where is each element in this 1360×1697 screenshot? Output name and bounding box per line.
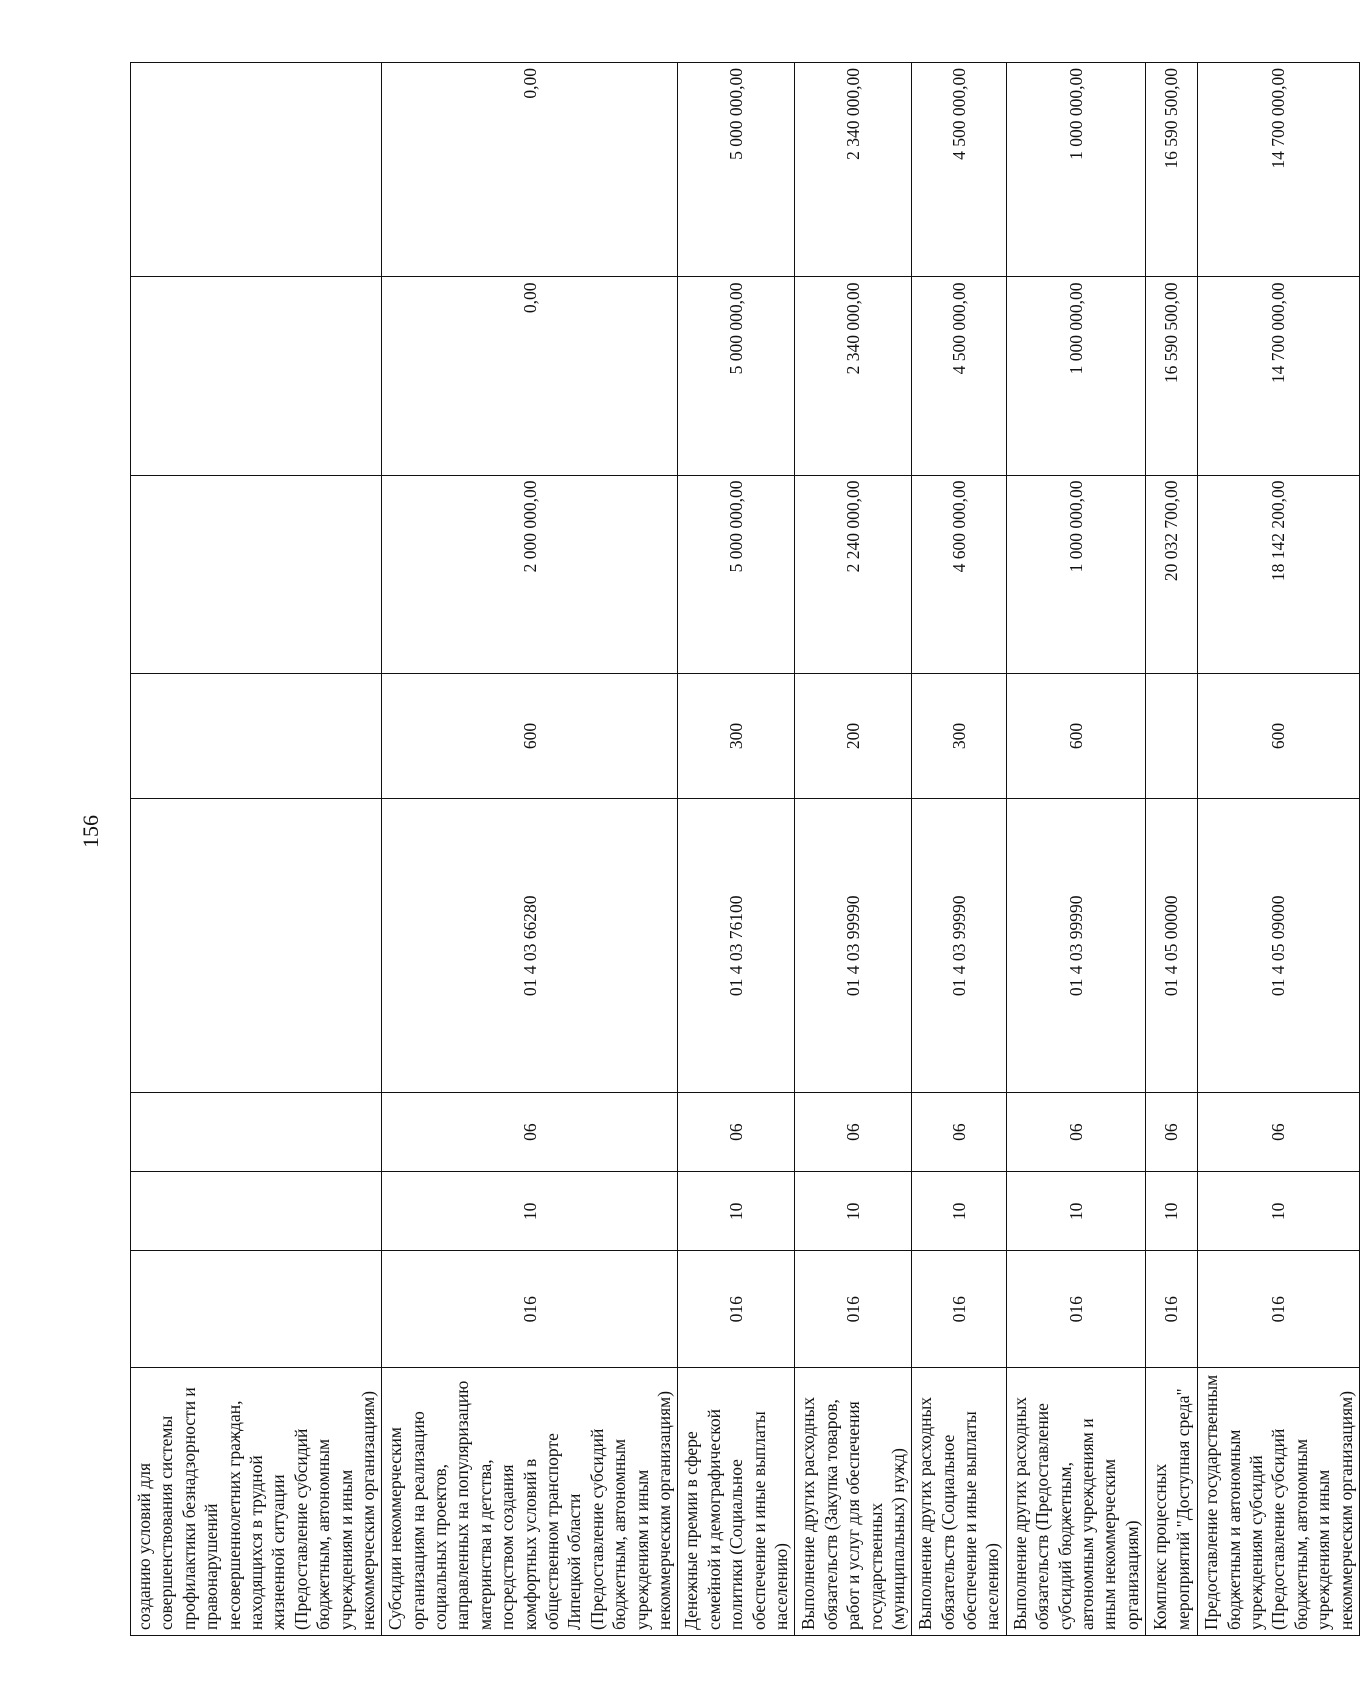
expense-type-cell: 300 (678, 673, 795, 799)
table-body (131, 63, 1360, 1636)
amount-cell: 2 000 000,00 (382, 475, 678, 673)
expense-type-cell: 300 (912, 673, 1007, 799)
target-article-cell (131, 799, 382, 1093)
grbs-code-cell: 016 (382, 1251, 678, 1368)
grbs-code-cell: 016 (912, 1251, 1007, 1368)
target-article-cell: 01 4 03 99990 (912, 799, 1007, 1093)
amount-cell: 14 700 000,00 (1198, 63, 1360, 277)
section-code-cell: 10 (1198, 1172, 1360, 1251)
target-article-cell: 01 4 05 09000 (1198, 799, 1360, 1093)
budget-table (130, 62, 1360, 1636)
target-article-cell: 01 4 05 00000 (1146, 799, 1198, 1093)
amount-cell: 18 142 200,00 (1198, 475, 1360, 673)
expense-name-cell: Выполнение других расходных обязательств (Социальное обеспечение и иные выплаты населению) (912, 1368, 1007, 1636)
amount-cell: 1 000 000,00 (1006, 277, 1145, 475)
amount-cell: 14 700 000,00 (1198, 277, 1360, 475)
subsection-code-cell: 06 (1198, 1093, 1360, 1172)
table-row (382, 63, 678, 1636)
table-row (131, 63, 382, 1636)
section-code-cell (131, 1172, 382, 1251)
amount-cell: 2 340 000,00 (795, 63, 912, 277)
expense-name-cell: Денежные премии в сфере семейной и демографической политики (Социальное обеспечение и иные выплаты населению) (678, 1368, 795, 1636)
expense-name-cell: созданию условий для совершенствования системы профилактики безнадзорности и правонарушений несовершеннолетних граждан, находящихся в трудной жизненной ситуации (Предоставление субсидий бюджетным, автономным учреждениям и иным некоммерческим организациям) (131, 1368, 382, 1636)
amount-cell: 4 600 000,00 (912, 475, 1007, 673)
subsection-code-cell: 06 (1146, 1093, 1198, 1172)
section-code-cell: 10 (1006, 1172, 1145, 1251)
amount-cell (131, 63, 382, 277)
section-code-cell: 10 (678, 1172, 795, 1251)
amount-cell: 5 000 000,00 (678, 475, 795, 673)
subsection-code-cell (131, 1093, 382, 1172)
amount-cell: 1 000 000,00 (1006, 475, 1145, 673)
grbs-code-cell: 016 (1146, 1251, 1198, 1368)
subsection-code-cell: 06 (678, 1093, 795, 1172)
grbs-code-cell (131, 1251, 382, 1368)
subsection-code-cell: 06 (795, 1093, 912, 1172)
grbs-code-cell: 016 (795, 1251, 912, 1368)
table-row (678, 63, 795, 1636)
expense-name-cell: Выполнение других расходных обязательств (Закупка товаров, работ и услуг для обеспечения государственных (муниципальных) нужд) (795, 1368, 912, 1636)
amount-cell (131, 277, 382, 475)
table-row (912, 63, 1007, 1636)
expense-name-cell: Субсидии некоммерческим организациям на реализацию социальных проектов, направленных на популяризацию материнства и детства, посредством создания комфортных условий в общественном транспорте Липецкой области (Предоставление субсидий бюджетным, автономным учреждениям и иным некоммерческим организациям) (382, 1368, 678, 1636)
amount-cell: 5 000 000,00 (678, 63, 795, 277)
expense-name-cell: Предоставление государственным бюджетным и автономным учреждениям субсидий (Предоставление субсидий бюджетным, автономным учреждениям и иным некоммерческим организациям) (1198, 1368, 1360, 1636)
expense-type-cell: 200 (795, 673, 912, 799)
section-code-cell: 10 (382, 1172, 678, 1251)
subsection-code-cell: 06 (912, 1093, 1007, 1172)
amount-cell: 4 500 000,00 (912, 277, 1007, 475)
section-code-cell: 10 (912, 1172, 1007, 1251)
amount-cell: 0,00 (382, 277, 678, 475)
grbs-code-cell: 016 (678, 1251, 795, 1368)
amount-cell: 2 340 000,00 (795, 277, 912, 475)
expense-name-cell: Комплекс процессных мероприятий "Доступная среда" (1146, 1368, 1198, 1636)
target-article-cell: 01 4 03 76100 (678, 799, 795, 1093)
grbs-code-cell: 016 (1006, 1251, 1145, 1368)
table-row (1006, 63, 1145, 1636)
grbs-code-cell: 016 (1198, 1251, 1360, 1368)
amount-cell: 16 590 500,00 (1146, 277, 1198, 475)
subsection-code-cell: 06 (382, 1093, 678, 1172)
expense-type-cell (131, 673, 382, 799)
amount-cell: 0,00 (382, 63, 678, 277)
table-row (1198, 63, 1360, 1636)
expense-type-cell: 600 (1006, 673, 1145, 799)
expense-type-cell: 600 (382, 673, 678, 799)
target-article-cell: 01 4 03 66280 (382, 799, 678, 1093)
amount-cell: 16 590 500,00 (1146, 63, 1198, 277)
expense-type-cell (1146, 673, 1198, 799)
amount-cell: 5 000 000,00 (678, 277, 795, 475)
expense-name-cell: Выполнение других расходных обязательств (Предоставление субсидий бюджетным, автономным учреждениям и иным некоммерческим организациям) (1006, 1368, 1145, 1636)
expense-type-cell: 600 (1198, 673, 1360, 799)
target-article-cell: 01 4 03 99990 (795, 799, 912, 1093)
subsection-code-cell: 06 (1006, 1093, 1145, 1172)
table-row (1146, 63, 1198, 1636)
page-number: 156 (78, 815, 103, 848)
section-code-cell: 10 (795, 1172, 912, 1251)
budget-table-rotated (130, 62, 1356, 1636)
amount-cell: 4 500 000,00 (912, 63, 1007, 277)
amount-cell: 2 240 000,00 (795, 475, 912, 673)
table-row (795, 63, 912, 1636)
section-code-cell: 10 (1146, 1172, 1198, 1251)
target-article-cell: 01 4 03 99990 (1006, 799, 1145, 1093)
amount-cell (131, 475, 382, 673)
amount-cell: 20 032 700,00 (1146, 475, 1198, 673)
amount-cell: 1 000 000,00 (1006, 63, 1145, 277)
